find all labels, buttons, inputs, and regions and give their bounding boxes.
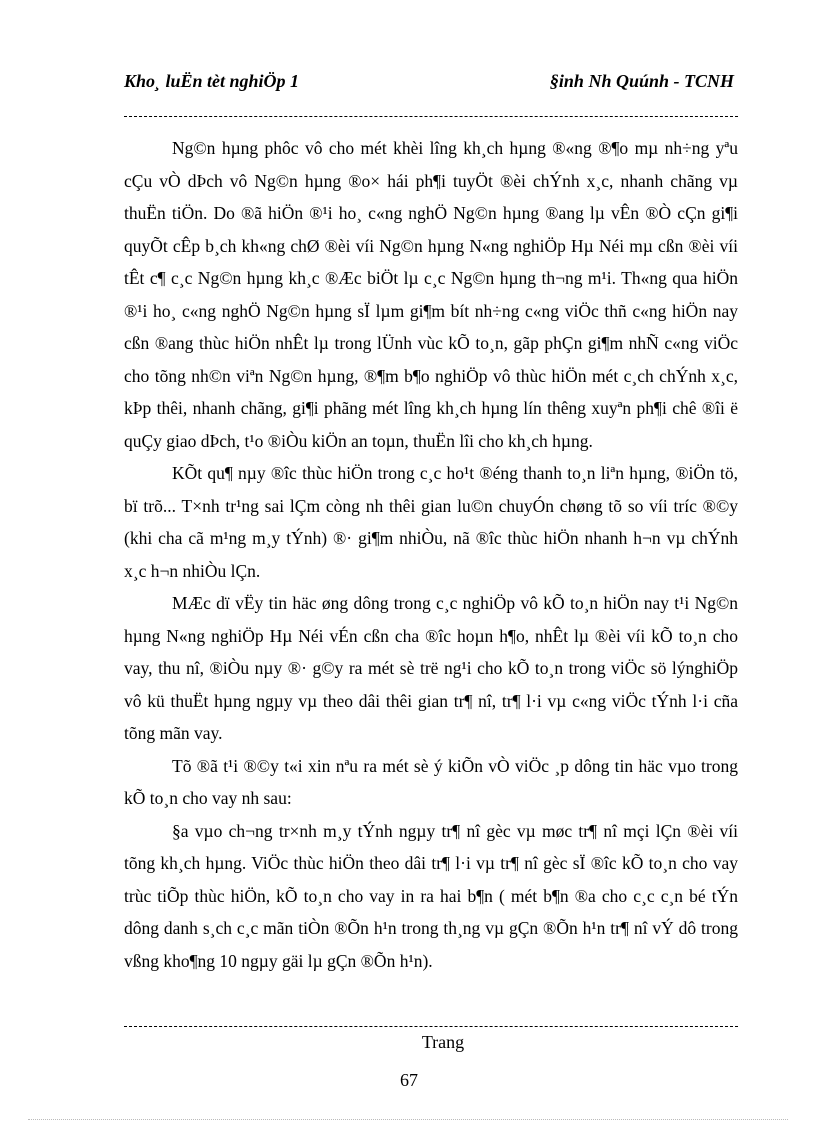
header-author: §inh Nh Quúnh - TCNH xyxy=(549,71,734,91)
footer-page-label: Trang xyxy=(421,1032,465,1052)
paragraph: MÆc dï vËy tin häc øng dông trong c¸c nghiÖp vô kÕ to¸n hiÖn nay t¹i Ng©n hµng N«ng nghiÖp Hµ Néi vÉn cßn cha ®îc hoµn h¶o, nhÊt lµ ®èi víi kÕ to¸n cho vay, thu nî, ®iÒu nµy ®· g©y ra mét sè trë ng¹i cho kÕ to¸n trong viÖc sö lýnghiÖp vô kü thuËt hµng ngµy vµ theo dâi thêi gian tr¶ nî, tr¶ l·i vµ c«ng viÖc tÝnh l·i cña tõng mãn vay. xyxy=(124,593,738,743)
page-header xyxy=(124,70,738,120)
paragraph: Ng©n hµng phôc vô cho mét khèi lîng kh¸ch hµng ®«ng ®¶o mµ nh÷ng yªu cÇu vÒ dÞch vô Ng©n hµng ®o× hái ph¶i tuyÖt ®èi chÝnh x¸c, nhanh chãng vµ thuËn tiÖn. Do ®ã hiÖn ®¹i ho¸ c«ng nghÖ Ng©n hµng ®ang lµ vÊn ®Ò cÇn gi¶i quyÕt cÊp b¸ch kh«ng chØ ®èi víi Ng©n hµng N«ng nghiÖp Hµ Néi mµ cßn ®èi víi tÊt c¶ c¸c Ng©n hµng kh¸c ®Æc biÖt lµ c¸c Ng©n hµng th¬ng m¹i. Th«ng qua hiÖn ®¹i ho¸ c«ng nghÖ Ng©n hµng sÏ lµm gi¶m bít nh÷ng c«ng viÖc thñ c«ng hiÖn nay cßn ®ang thùc hiÖn nhÊt lµ trong lÜnh vùc kÕ to¸n, gãp phÇn gi¶m nhÑ c«ng viÖc cho tõng nh©n viªn Ng©n hµng, ®¶m b¶o nghiÖp vô thùc hiÖn mét c¸ch chÝnh x¸c, kÞp thêi, nhanh chãng, gi¶i phãng mét lîng kh¸ch hµng lín thêng xuyªn ph¶i chê ®îi ë quÇy giao dÞch, t¹o ®iÒu kiÖn an toµn, thuËn lîi cho kh¸ch hµng. xyxy=(124,138,738,451)
body-text xyxy=(124,132,738,977)
paragraph: Tõ ®ã t¹i ®©y t«i xin nªu ra mét sè ý kiÕn vÒ viÖc ¸p dông tin häc vµo trong kÕ to¸n cho vay nh sau: xyxy=(124,755,738,808)
page-bottom-edge xyxy=(28,1119,788,1120)
footer-divider xyxy=(124,1026,738,1027)
paragraph: KÕt qu¶ nµy ®îc thùc hiÖn trong c¸c ho¹t ®éng thanh to¸n liªn hµng, ®iÖn tö, bï trõ... T×nh tr¹ng sai lÇm còng nh thêi gian lu©n chuyÓn chøng tõ so víi tríc ®©y (khi cha cã m¹ng m¸y tÝnh) ®· gi¶m nhiÒu, nã ®îc thùc hiÖn nhanh h¬n vµ chÝnh x¸c h¬n nhiÒu lÇn. xyxy=(124,463,738,581)
page-number: 67 xyxy=(400,1070,418,1090)
header-thesis-title: Kho¸ luËn tèt nghiÖp 1 xyxy=(124,71,300,91)
header-divider xyxy=(124,116,738,117)
paragraph: §a vµo ch¬ng tr×nh m¸y tÝnh ngµy tr¶ nî gèc vµ møc tr¶ nî mçi lÇn ®èi víi tõng kh¸ch hµng. ViÖc thùc hiÖn theo dâi tr¶ l·i vµ tr¶ nî gèc sÏ ®îc kÕ to¸n cho vay trùc tiÕp thùc hiÖn, kÕ to¸n cho vay in ra hai b¶n ( mét b¶n ®a cho c¸c c¸n bé tÝn dông danh s¸ch c¸c mãn tiÒn ®Õn h¹n trong th¸ng vµ gÇn ®Õn h¹n tr¶ nî vÝ dô trong vßng kho¶ng 10 ngµy gäi lµ gÇn ®Õn h¹n). xyxy=(124,820,738,971)
